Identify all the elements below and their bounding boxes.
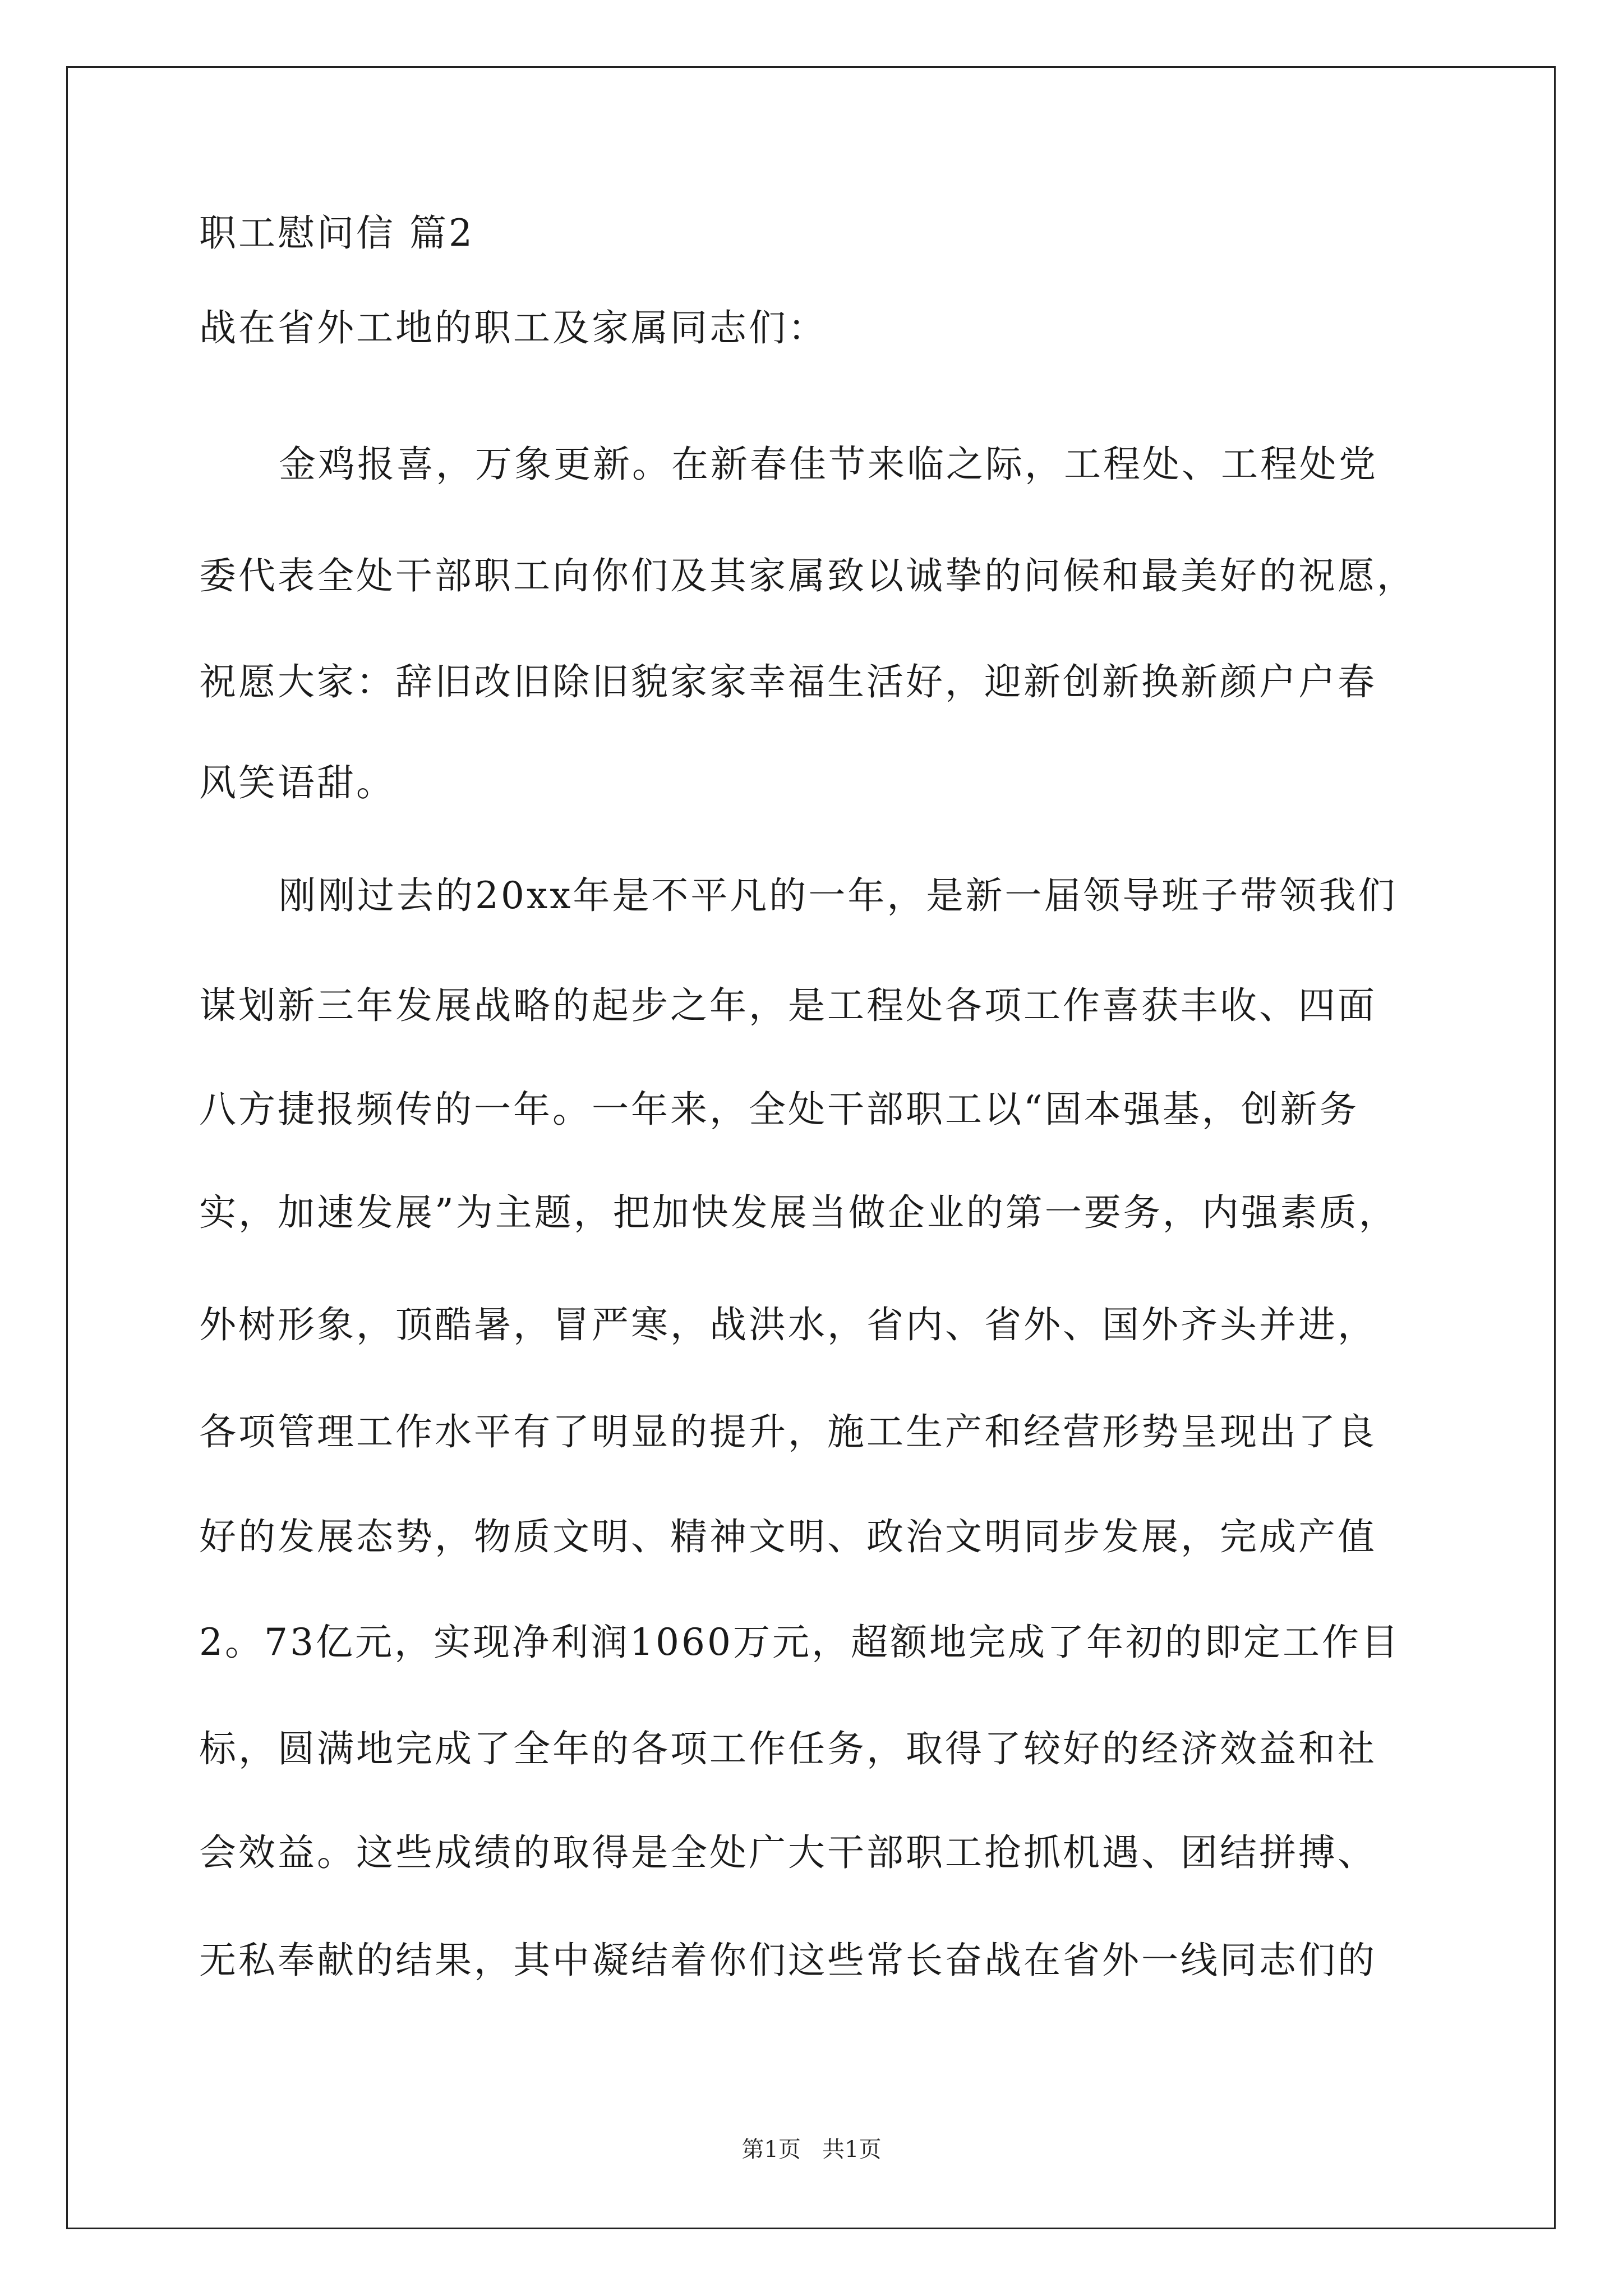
paragraph-2-line-7: 好的发展态势，物质文明、精神文明、政治文明同步发展，完成产值 <box>199 1515 1377 1558</box>
page-number-footer: 第1页 共1页 <box>741 2137 882 2162</box>
paragraph-2-line-4: 实，加速发展”为主题，把加快发展当做企业的第一要务，内强素质， <box>199 1191 1398 1234</box>
paragraph-2-line-1: 刚刚过去的20xx年是不平凡的一年，是新一届领导班子带领我们 <box>279 874 1398 917</box>
document-title: 职工慰问信 篇2 <box>199 211 474 255</box>
salutation: 战在省外工地的职工及家属同志们： <box>199 306 827 349</box>
page-border <box>66 66 1556 2229</box>
paragraph-2-line-10: 会效益。这些成绩的取得是全处广大干部职工抢抓机遇、团结拼搏、 <box>199 1831 1377 1874</box>
paragraph-1-line-1: 金鸡报喜，万象更新。在新春佳节来临之际，工程处、工程处党 <box>279 443 1378 486</box>
paragraph-2-line-2: 谋划新三年发展战略的起步之年，是工程处各项工作喜获丰收、四面 <box>199 984 1377 1027</box>
paragraph-2-line-5: 外树形象，顶酷暑，冒严寒，战洪水，省内、省外、国外齐头并进， <box>199 1303 1377 1346</box>
paragraph-2-line-3: 八方捷报频传的一年。一年来，全处干部职工以“固本强基，创新务 <box>199 1088 1359 1131</box>
paragraph-1-line-4: 风笑语甜。 <box>199 761 395 804</box>
paragraph-2-line-6: 各项管理工作水平有了明显的提升，施工生产和经营形势呈现出了良 <box>199 1410 1377 1453</box>
paragraph-1-line-2: 委代表全处干部职工向你们及其家属致以诚挚的问候和最美好的祝愿， <box>199 554 1416 597</box>
paragraph-2-line-9: 标，圆满地完成了全年的各项工作任务，取得了较好的经济效益和社 <box>199 1727 1377 1770</box>
paragraph-1-line-3: 祝愿大家：辞旧改旧除旧貌家家幸福生活好，迎新创新换新颜户户春 <box>199 660 1377 703</box>
paragraph-2-line-11: 无私奉献的结果，其中凝结着你们这些常长奋战在省外一线同志们的 <box>199 1939 1377 1982</box>
paragraph-2-line-8: 2。73亿元，实现净利润1060万元，超额地完成了年初的即定工作目 <box>199 1621 1400 1664</box>
